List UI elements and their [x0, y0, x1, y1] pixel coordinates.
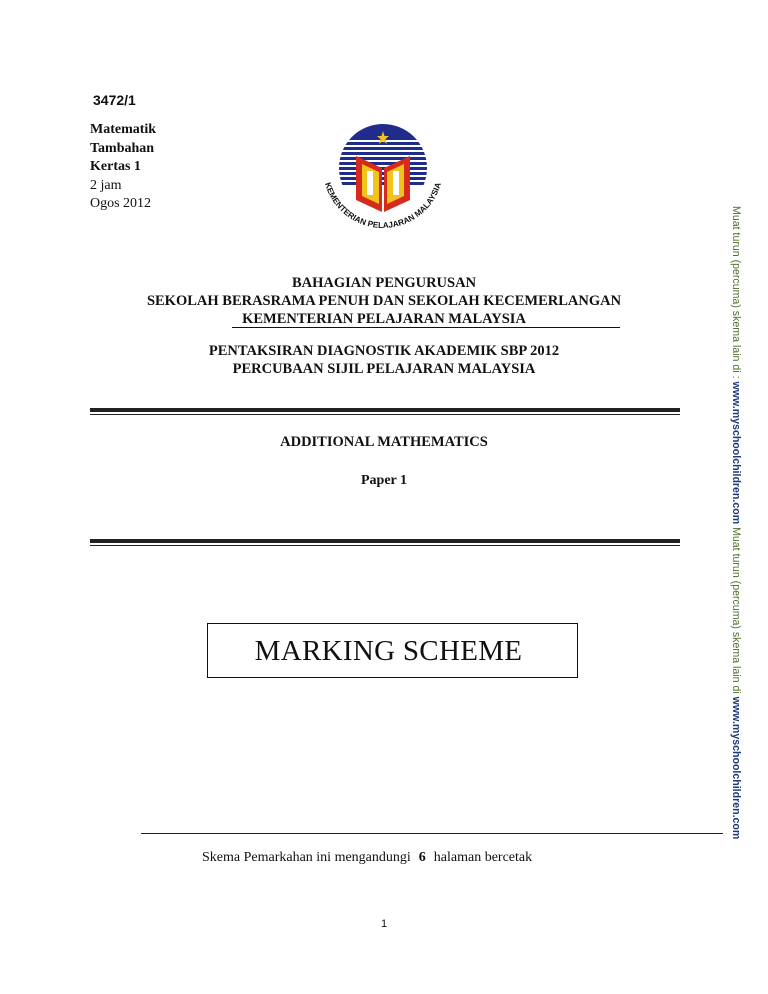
book-left-pillar	[367, 171, 373, 195]
side-text-1: Muat turun (percuma) skema lain di :	[730, 206, 742, 379]
subject-line-3: Kertas 1	[90, 159, 141, 174]
side-text-2: Muat turun (percuma) skema lain di	[730, 527, 742, 694]
footer-rule	[141, 833, 723, 834]
title-line-4: PENTAKSIRAN DIAGNOSTIK AKADEMIK SBP 2012	[208, 343, 560, 359]
bottom-rule-thin	[90, 545, 680, 546]
page-count-suffix: halaman bercetak	[433, 850, 533, 865]
title-line-5: PERCUBAAN SIJIL PELAJARAN MALAYSIA	[232, 361, 536, 377]
bottom-rule-thick	[90, 539, 680, 543]
side-link-2[interactable]: www.myschoolchildren.com	[730, 696, 742, 840]
duration: 2 jam	[90, 177, 122, 193]
subject-title: ADDITIONAL MATHEMATICS	[280, 434, 488, 450]
side-link-1[interactable]: www.myschoolchildren.com	[730, 381, 742, 525]
logo-arc-text: KEMENTERIAN PELAJARAN MALAYSIA	[323, 181, 443, 231]
side-banner	[726, 206, 746, 846]
top-rule-thin	[90, 414, 680, 415]
exam-date: Ogos 2012	[90, 196, 152, 211]
page-count-note	[202, 850, 532, 866]
subject-line-2: Tambahan	[90, 140, 155, 156]
title-underline	[232, 327, 620, 328]
page-number: 1	[380, 918, 388, 930]
paper-info	[90, 121, 156, 214]
marking-scheme-box: MARKING SCHEME	[207, 623, 578, 678]
subject-line-1: Matematik	[90, 122, 157, 137]
book-right-pillar	[393, 171, 399, 195]
title-line-2: SEKOLAH BERASRAMA PENUH DAN SEKOLAH KECEMERLANGAN	[146, 293, 622, 309]
ministry-logo	[316, 116, 450, 242]
title-line-3: KEMENTERIAN PELAJARAN MALAYSIA	[242, 311, 526, 327]
top-rule-thick	[90, 408, 680, 412]
page-count: 6	[418, 850, 426, 865]
title-line-1: BAHAGIAN PENGURUSAN	[291, 275, 477, 291]
paper-label: Paper 1	[360, 473, 407, 488]
page-count-prefix: Skema Pemarkahan ini mengandungi	[202, 850, 411, 865]
paper-code: 3472/1	[93, 92, 136, 108]
